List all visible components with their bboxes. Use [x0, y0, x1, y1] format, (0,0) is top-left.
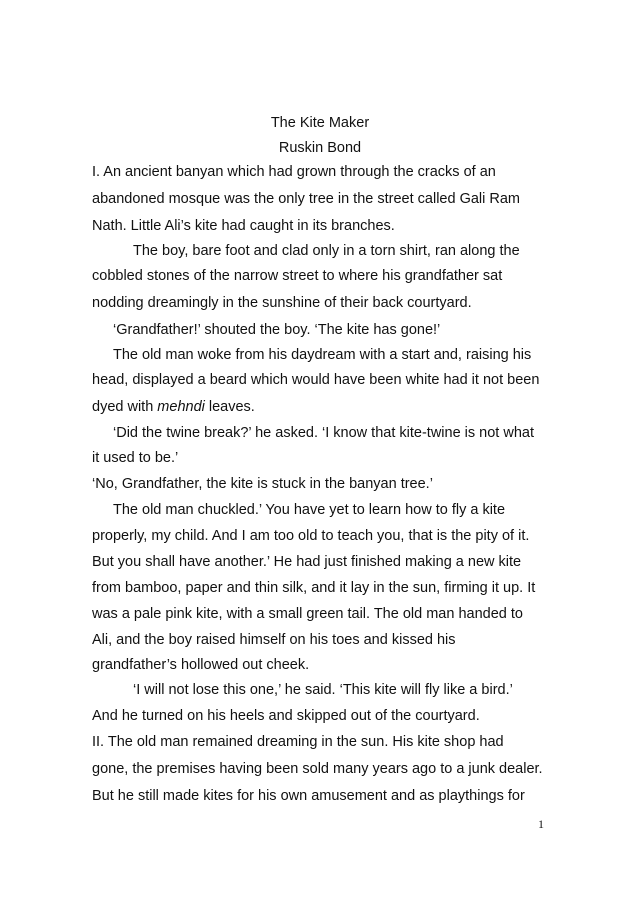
text-line-8: The old man woke from his daydream with a start and, raising his	[113, 347, 532, 363]
text-line-10-end: leaves.	[204, 399, 255, 415]
text-line-25: But he still made kites for his own amusement and as playthings for	[92, 788, 525, 804]
page-number: 1	[538, 817, 544, 831]
text-line-13: ‘No, Grandfather, the kite is stuck in the banyan tree.’	[92, 476, 433, 492]
text-line-2: abandoned mosque was the only tree in the street called Gali Ram	[92, 191, 520, 207]
text-line-14: The old man chuckled.’ You have yet to learn how to fly a kite	[113, 502, 506, 518]
text-line-20: grandfather’s hollowed out cheek.	[92, 657, 310, 673]
text-line-15: properly, my child. And I am too old to teach you, that is the pity of it.	[92, 528, 530, 544]
text-line-7: ‘Grandfather!’ shouted the boy. ‘The kite has gone!’	[113, 322, 441, 338]
text-line-18: was a pale pink kite, with a small green tail. The old man handed to	[92, 606, 523, 622]
text-line-12: it used to be.’	[92, 450, 179, 466]
text-line-10	[92, 398, 255, 416]
text-line-4: The boy, bare foot and clad only in a torn shirt, ran along the	[133, 243, 520, 259]
text-line-11: ‘Did the twine break?’ he asked. ‘I know that kite-twine is not what	[113, 425, 534, 441]
text-line-19: Ali, and the boy raised himself on his toes and kissed his	[92, 632, 456, 648]
text-line-22: And he turned on his heels and skipped out of the courtyard.	[92, 708, 480, 724]
mehndi-italic-word: mehndi	[157, 399, 205, 415]
text-line-9: head, displayed a beard which would have been white had it not been	[92, 372, 540, 388]
text-line-10-start: dyed with	[92, 399, 158, 415]
text-line-6: nodding dreamingly in the sunshine of their back courtyard.	[92, 295, 472, 311]
text-line-16: But you shall have another.’ He had just finished making a new kite	[92, 554, 522, 570]
text-line-21: ‘I will not lose this one,’ he said. ‘This kite will fly like a bird.’	[133, 682, 513, 698]
text-line-24: gone, the premises having been sold many years ago to a junk dealer.	[92, 761, 543, 777]
document-author: Ruskin Bond	[278, 140, 362, 156]
text-line-5: cobbled stones of the narrow street to where his grandfather sat	[92, 268, 503, 284]
text-line-17: from bamboo, paper and thin silk, and it lay in the sun, firming it up. It	[92, 580, 536, 596]
text-line-23: II. The old man remained dreaming in the sun. His kite shop had	[92, 734, 504, 750]
text-line-3: Nath. Little Ali’s kite had caught in its branches.	[92, 218, 395, 234]
document-title: The Kite Maker	[270, 115, 370, 131]
text-line-1: I. An ancient banyan which had grown through the cracks of an	[92, 164, 496, 180]
